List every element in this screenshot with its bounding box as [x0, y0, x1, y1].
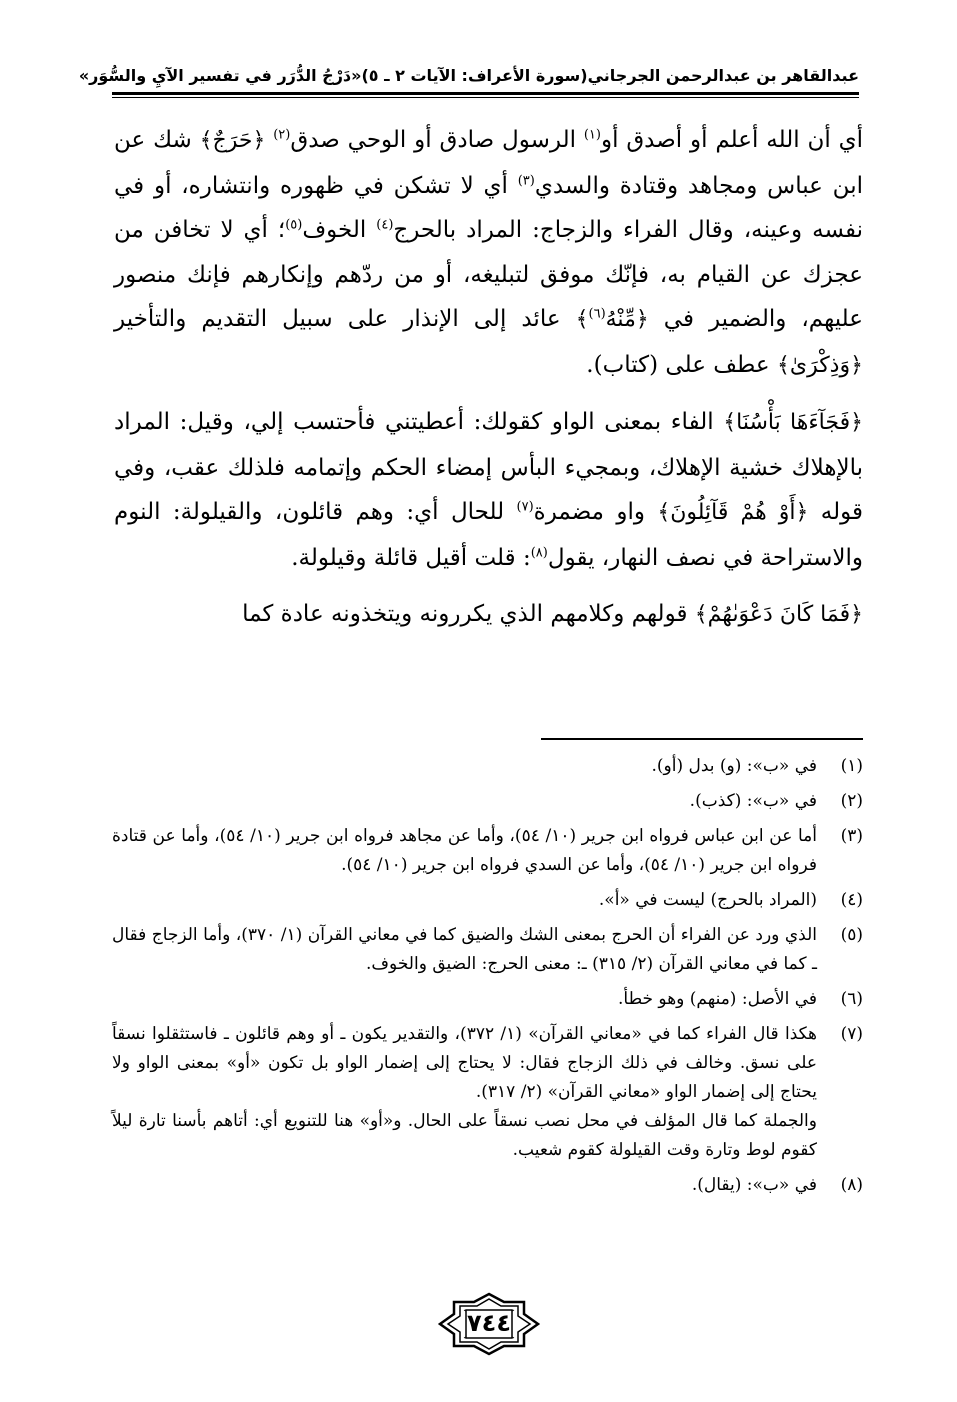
- footnote-ref: (١): [583, 127, 601, 143]
- header-book-title: «دَرْجُ الدُّرَر في تفسير الآيِ والسُّوَر»: [78, 65, 362, 85]
- footnote-text: [112, 822, 817, 880]
- footnote-separator: [541, 738, 863, 740]
- header-surah-range: (سورة الأعراف: الآيات ٢ ـ ٥): [361, 65, 588, 85]
- header-rule-thick: [112, 92, 859, 95]
- quran-quote: ﴿فَمَا كَانَ دَعْوَىٰهُمْ﴾: [694, 602, 863, 627]
- footnote: [112, 921, 863, 979]
- footnote-text: [112, 886, 817, 915]
- text-run: الفاء بمعنى الواو كقولك: أعطيتني فأحتسب إلي، وقيل: المراد بالإهلاك خشية الإهلاك، وبمجيء البأس إمضاء الحكم وإتمامه فلذلك عقب، وفي قوله: [114, 409, 864, 525]
- footnote-text: [112, 787, 817, 816]
- footnote-line: في «ب»: (و) بدل (أو).: [651, 756, 817, 776]
- footnote: [112, 822, 863, 880]
- footnote-number: (٤): [840, 890, 863, 910]
- page-number: ٧٤٤: [467, 1309, 511, 1337]
- footnote: [112, 752, 863, 781]
- footnote-ref: (٦): [588, 306, 606, 322]
- footnote-line: (المراد بالحرج) ليست في «أ».: [598, 890, 817, 910]
- footnote: [112, 985, 863, 1014]
- footnote-number: (٣): [840, 826, 863, 846]
- footnote-line: أما عن ابن عباس فرواه ابن جرير (١٠/ ٥٤)، وأما عن مجاهد فرواه ابن جرير (١٠/ ٥٤)، وأما عن قتادة فرواه ابن جرير (١٠/ ٥٤)، وأما عن السدي فرواه ابن جرير (١٠/ ٥٤).: [112, 826, 817, 875]
- text-run: عطف على (كتاب).: [586, 351, 777, 378]
- footnote-text: [112, 752, 817, 781]
- footnote-ref: (٨): [530, 544, 548, 560]
- footnote-text: [112, 1171, 817, 1200]
- footnote-text: [112, 1020, 817, 1165]
- footnote-ref: (٧): [516, 499, 534, 515]
- paragraph-1: [114, 118, 863, 388]
- footnote-number: (١): [840, 756, 863, 776]
- header-rule-thin: [112, 97, 859, 98]
- text-run: الرسول صادق أو الوحي صدق: [290, 127, 584, 153]
- footnote-line: في «ب»: (يقال).: [691, 1175, 817, 1195]
- text-run: قولهم وكلامهم الذي يكررونه ويتخذونه عادة كما: [242, 601, 695, 627]
- footnote-number: (٨): [840, 1175, 863, 1195]
- text-run: للحال أي: وهم قائلون، والقيلولة: النوم والاستراحة في نصف النهار، يقول: [114, 499, 863, 571]
- footnote-number: (٢): [840, 791, 863, 811]
- text-run: : قلت أقيل قائلة وقيلولة.: [291, 544, 531, 571]
- footnote: [112, 1020, 863, 1165]
- footnote-line: في «ب»: (كذب).: [689, 791, 817, 811]
- footnote-number: (٥): [840, 925, 863, 945]
- footnote-number: (٧): [840, 1024, 863, 1044]
- page-number-ornament: [438, 1292, 540, 1356]
- footnote-ref: (٤): [376, 217, 394, 233]
- paragraph-3: [114, 592, 863, 638]
- text-run: عائد إلى الإنذار على سبيل التقديم والتأخير: [114, 306, 576, 332]
- main-text: [114, 118, 863, 638]
- text-run: ؛ أي لا تخافن من عجزك عن القيام به، فإنّك موفق لتبليغه، أو من ردّهم وإنكارهم فإنك منصور عليهم، والضمير في: [114, 217, 863, 332]
- paragraph-2: [114, 400, 863, 580]
- footnotes: [112, 752, 863, 1206]
- footnote-ref: (٣): [517, 172, 535, 188]
- footnote-text: [112, 985, 817, 1014]
- footnote: [112, 886, 863, 915]
- text-run: الخوف: [302, 217, 377, 243]
- footnote-number: (٦): [840, 989, 863, 1009]
- footnote-ref: (٥): [285, 217, 303, 233]
- running-header: [78, 62, 859, 88]
- text-run: شك عن ابن عباس ومجاهد وقتادة والسدي: [114, 127, 863, 199]
- footnote: [112, 787, 863, 816]
- footnote-text: [112, 921, 817, 979]
- header-author: عبدالقاهر بن عبدالرحمن الجرجاني: [587, 65, 859, 85]
- footnote-line: في الأصل: (منهم) وهو خطأ.: [617, 989, 817, 1009]
- footnote-line: الذي ورد عن الفراء أن الحرج بمعنى الشك والضيق كما في معاني القرآن (١/ ٣٧٠)، وأما الزجاج فقال ـ كما في معاني القرآن (٢/ ٣١٥) ـ: معنى الحرج: الضيق والخوف.: [112, 925, 817, 974]
- quran-quote: ﴿مِّنْهُ: [605, 307, 649, 332]
- quran-bracket: ﴾: [575, 307, 589, 332]
- footnote-ref: (٢): [273, 127, 291, 143]
- text-run: واو مضمرة: [533, 499, 658, 525]
- footnote: [112, 1171, 863, 1200]
- footnote-line: هكذا قال الفراء كما في «معاني القرآن» (١/ ٣٧٢)، والتقدير يكون ـ أو وهم قائلون ـ فاستثقلوا نسقاً على نسق. وخالف في ذلك الزجاج فقال: لا يحتاج إلى إضمار الواو بل تكون «أو» بمعنى الواو ولا يحتاج إلى إضمار الواو «معاني القرآن» (٢/ ٣١٧).: [112, 1024, 817, 1102]
- text-run: أي لا تشكن في ظهوره وانتشاره، أو في نفسه وعينه، وقال الفراء والزجاج: المراد بالحرج: [114, 172, 863, 243]
- quran-quote: ﴿حَرَجٌ﴾: [199, 128, 266, 153]
- text-run: أي أن الله أعلم أو أصدق أو: [600, 127, 863, 153]
- quran-quote: ﴿أَوْ هُمْ قَآئِلُونَ﴾: [657, 500, 809, 525]
- quran-quote: ﴿فَجَآءَهَا بَأْسُنَا﴾: [723, 410, 863, 435]
- footnote-line: والجملة كما قال المؤلف في محل نصب نسقاً على الحال. و«أو» هنا للتنويع أي: أتاهم بأسنا تارة ليلاً كقوم لوط وتارة وقت القيلولة كقوم شعيب.: [112, 1111, 817, 1160]
- quran-quote: ﴿وَذِكْرَىٰ﴾: [776, 352, 863, 378]
